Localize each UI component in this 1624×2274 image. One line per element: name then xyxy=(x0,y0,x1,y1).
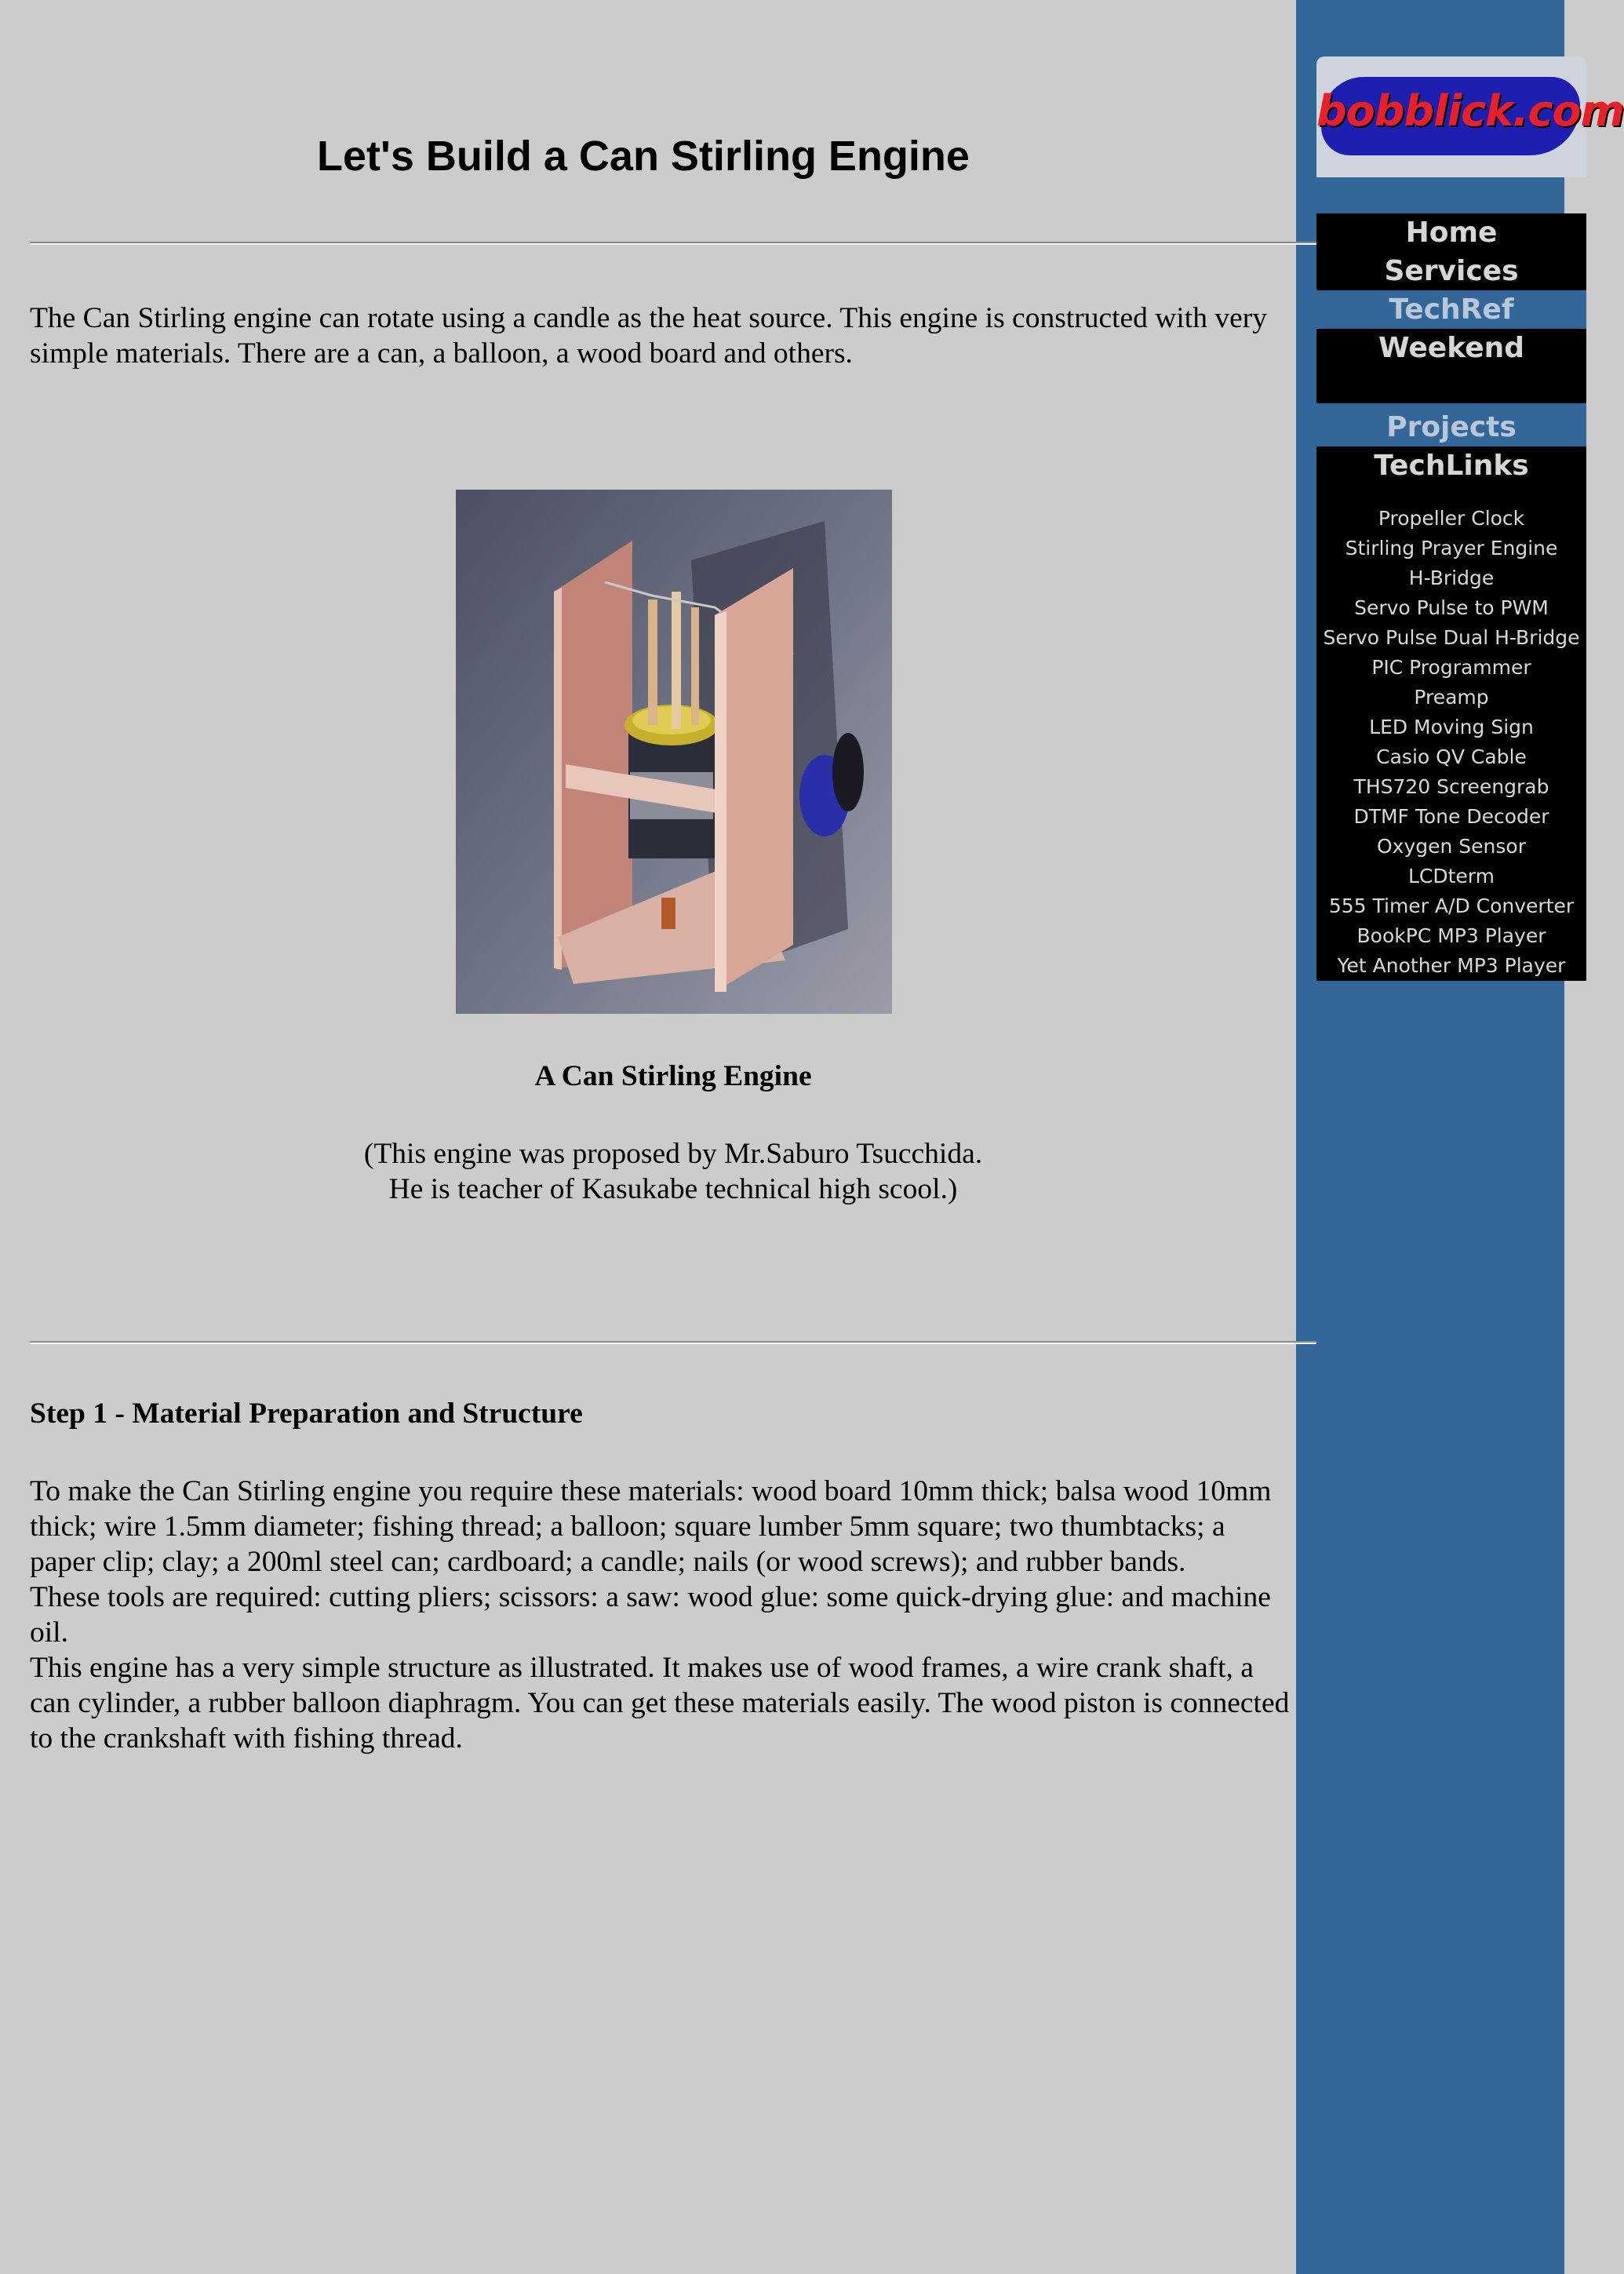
sidebar-nav xyxy=(1316,213,1586,981)
step1-materials-paragraph xyxy=(30,1474,1296,1756)
figure-caption-note xyxy=(30,1136,1316,1207)
project-link[interactable]: Preamp xyxy=(1414,686,1489,709)
project-link[interactable]: H-Bridge xyxy=(1408,567,1495,589)
step1-heading: Step 1 - Material Preparation and Structure xyxy=(30,1398,583,1430)
project-link[interactable]: BookPC MP3 Player xyxy=(1356,924,1546,947)
nav-home[interactable]: Home xyxy=(1316,213,1586,252)
site-logo[interactable] xyxy=(1316,56,1624,177)
project-link[interactable]: 555 Timer A/D Converter xyxy=(1328,895,1575,917)
nav-techref[interactable]: TechRef xyxy=(1316,290,1586,329)
horizontal-rule xyxy=(30,1341,1316,1344)
nav-techlinks[interactable]: TechLinks xyxy=(1316,446,1586,485)
project-link[interactable]: Stirling Prayer Engine xyxy=(1345,537,1558,559)
project-link[interactable]: Servo Pulse Dual H-Bridge xyxy=(1323,626,1580,649)
page-title: Let's Build a Can Stirling Engine xyxy=(317,133,970,180)
project-link[interactable]: Propeller Clock xyxy=(1378,507,1525,530)
logo-text: bobblick.com xyxy=(1316,86,1624,136)
nav-spacer xyxy=(1316,367,1586,403)
figure-caption-title: A Can Stirling Engine xyxy=(534,1060,812,1092)
project-links-list xyxy=(1316,485,1586,981)
project-link[interactable]: THS720 Screengrab xyxy=(1353,775,1549,798)
nav-projects[interactable]: Projects xyxy=(1316,408,1586,446)
project-link[interactable]: Yet Another MP3 Player xyxy=(1337,954,1566,977)
step1-structure: This engine has a very simple structure as illustrated. It makes use of wood frames, a wire crank shaft, a can cylinder, a rubber balloon diaphragm. You can get these materials easily. The wood piston is connected to the crankshaft with fishing thread. xyxy=(30,1652,1290,1755)
project-link[interactable]: DTMF Tone Decoder xyxy=(1353,805,1549,828)
engine-photo xyxy=(456,490,892,1014)
project-link[interactable]: Servo Pulse to PWM xyxy=(1354,596,1549,619)
project-link[interactable]: Oxygen Sensor xyxy=(1376,835,1526,858)
horizontal-rule xyxy=(30,242,1316,245)
intro-paragraph: The Can Stirling engine can rotate using a candle as the heat source. This engine is constructed with very simple materials. There are a can, a balloon, a wood board and others. xyxy=(30,302,1267,370)
project-link[interactable]: LED Moving Sign xyxy=(1369,716,1534,738)
figure-note-line1: (This engine was proposed by Mr.Saburo Tsucchida. xyxy=(363,1138,983,1170)
project-link[interactable]: PIC Programmer xyxy=(1371,656,1531,679)
project-link[interactable]: Casio QV Cable xyxy=(1376,745,1527,768)
nav-weekend[interactable]: Weekend xyxy=(1316,329,1586,367)
engine-photo-illustration xyxy=(456,490,892,1014)
figure-note-line2: He is teacher of Kasukabe technical high scool.) xyxy=(388,1173,958,1205)
nav-services[interactable]: Services xyxy=(1316,252,1586,290)
project-link[interactable]: LCDterm xyxy=(1407,865,1495,887)
step1-materials: To make the Can Stirling engine you require these materials: wood board 10mm thick; balsa wood 10mm thick; wire 1.5mm diameter; fishing thread; a balloon; square lumber 5mm square; two thumbtacks; a paper clip; clay; a 200ml steel can; cardboard; a candle; nails (or wood screws); and rubber bands. xyxy=(30,1475,1272,1578)
step1-tools: These tools are required: cutting pliers; scissors: a saw: wood glue: some quick-drying glue: and machine oil. xyxy=(30,1581,1271,1649)
